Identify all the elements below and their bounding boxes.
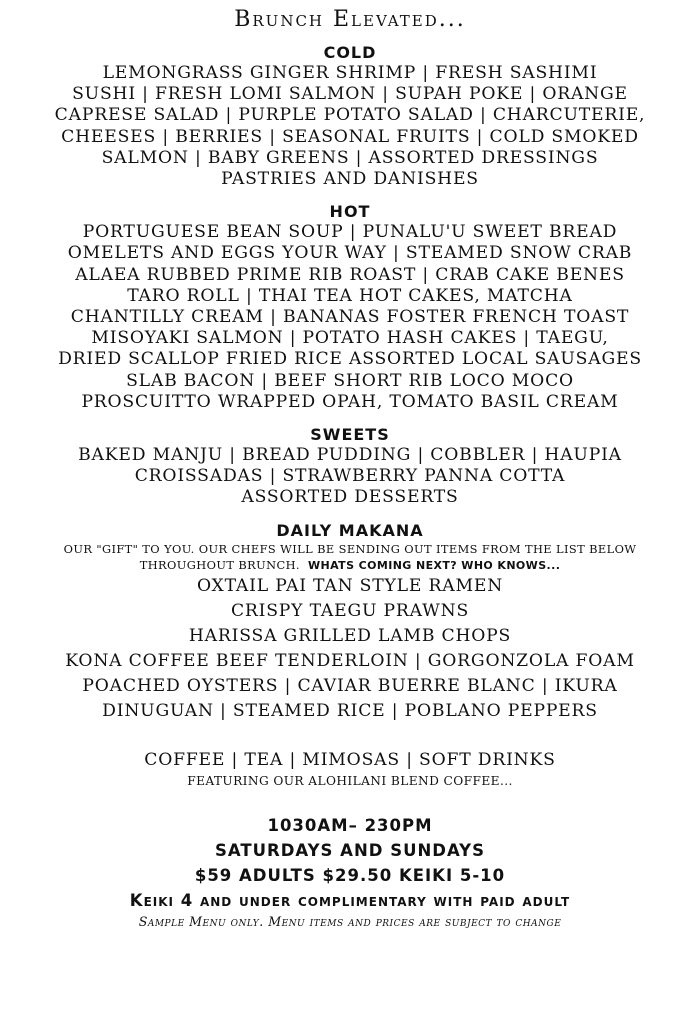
menu-line: CROISSADAS | STRAWBERRY PANNA COTTA [134,466,566,487]
disclaimer-text: Sample Menu only. Menu items and prices are subject to change [138,913,562,929]
menu-line: BAKED MANJU | BREAD PUDDING | COBBLER | HAUPIA [78,445,622,466]
menu-line: CHANTILLY CREAM | BANANAS FOSTER FRENCH TOAST [70,307,630,328]
menu-line: DRIED SCALLOP FRIED RICE ASSORTED LOCAL SAUSAGES [58,349,642,370]
menu-line: SALMON | BABY GREENS | ASSORTED DRESSINGS [101,147,599,168]
menu-title: Brunch Elevated... [234,7,466,32]
keiki-text: Keiki 4 and under complimentary with paid adult [129,890,571,910]
menu-line: POACHED OYSTERS | CAVIAR BUERRE BLANC | IKURA [82,675,618,696]
menu-line: DINUGUAN | STEAMED RICE | POBLANO PEPPERS [102,700,598,721]
drinks-line: COFFEE | TEA | MIMOSAS | SOFT DRINKS [144,749,556,770]
menu-line: CRISPY TAEGU PRAWNS [230,600,470,621]
cold-section [0,43,700,190]
menu-line: CAPRESE SALAD | PURPLE POTATO SALAD | CHARCUTERIE, [54,105,646,126]
makana-note [0,541,700,574]
menu-line: LEMONGRASS GINGER SHRIMP | FRESH SASHIMI [102,63,598,83]
days-text: SATURDAYS AND SUNDAYS [214,840,486,860]
makana-heading: DAILY MAKANA [276,520,424,540]
menu-line: SUSHI | FRESH LOMI SALMON | SUPAH POKE | ORANGE [72,84,628,105]
sweets-heading: SWEETS [310,425,390,445]
menu-line: CHEESES | BERRIES | SEASONAL FRUITS | COLD SMOKED [61,126,639,147]
makana-note-line2: THROUGHOUT BRUNCH. [139,557,300,572]
cold-heading: COLD [323,43,377,62]
drinks-note: FEATURING OUR ALOHILANI BLEND COFFEE... [187,773,513,788]
hot-heading: HOT [329,202,371,222]
sweets-section [0,425,700,509]
menu-line: PROSCUITTO WRAPPED OPAH, TOMATO BASIL CREAM [81,391,619,412]
drinks-section [0,749,700,791]
hot-section [0,202,700,413]
menu-line: MISOYAKI SALMON | POTATO HASH CAKES | TAEGU, [91,328,609,349]
info-section [0,813,700,931]
menu-line: KONA COFFEE BEEF TENDERLOIN | GORGONZOLA FOAM [65,650,635,671]
menu-line: ALAEA RUBBED PRIME RIB ROAST | CRAB CAKE BENES [75,264,625,285]
menu-line: ASSORTED DESSERTS [241,487,459,508]
makana-note-bold: WHATS COMING NEXT? WHO KNOWS... [307,558,561,572]
menu-line: HARISSA GRILLED LAMB CHOPS [188,625,512,646]
menu-line: OXTAIL PAI TAN STYLE RAMEN [196,575,504,596]
menu-line: SLAB BACON | BEEF SHORT RIB LOCO MOCO [126,370,574,391]
menu-line: TARO ROLL | THAI TEA HOT CAKES, MATCHA [127,285,573,306]
menu-line: PORTUGUESE BEAN SOUP | PUNALU'U SWEET BREAD [82,222,618,243]
prices-text: $59 ADULTS $29.50 KEIKI 5-10 [194,865,506,885]
menu-line: OMELETS AND EGGS YOUR WAY | STEAMED SNOW CRAB [67,243,633,264]
menu-line: PASTRIES AND DANISHES [221,169,479,190]
makana-note-line1: OUR "GIFT" TO YOU. OUR CHEFS WILL BE SENDING OUT ITEMS FROM THE LIST BELOW [63,541,637,556]
hours-text: 1030AM– 230PM [267,815,433,835]
daily-makana-section [0,521,700,724]
